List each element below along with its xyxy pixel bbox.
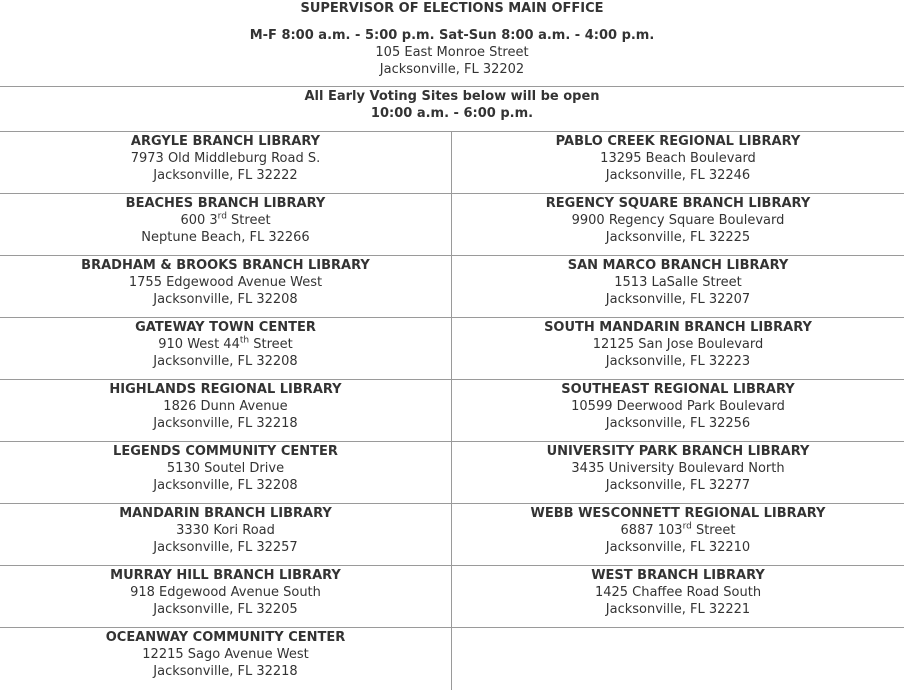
site-street: 3435 University Boulevard North [571,461,785,476]
street-number: 600 3 [180,213,218,228]
site-city: Jacksonville, FL 32257 [153,540,298,555]
voting-site [0,256,452,318]
site-street: 13295 Beach Boulevard [600,151,756,166]
site-name: UNIVERSITY PARK BRANCH LIBRARY [546,444,810,459]
street-type: Street [226,213,271,228]
site-city: Jacksonville, FL 32225 [605,230,751,245]
site-name: ARGYLE BRANCH LIBRARY [130,134,321,149]
voting-sites-grid [0,132,904,690]
site-city: Jacksonville, FL 32222 [153,168,298,183]
site-city: Jacksonville, FL 32208 [153,478,298,493]
main-office-street: 105 East Monroe Street [375,45,529,60]
voting-site [452,504,904,566]
main-office-title: SUPERVISOR OF ELECTIONS MAIN OFFICE [300,1,604,16]
site-name: HIGHLANDS REGIONAL LIBRARY [109,382,342,397]
voting-site [452,380,904,442]
site-city: Jacksonville, FL 32277 [605,478,751,493]
site-name: WEBB WESCONNETT REGIONAL LIBRARY [530,506,826,521]
main-office-hours: M-F 8:00 a.m. - 5:00 p.m. Sat-Sun 8:00 a.m. - 4:00 p.m. [249,28,655,43]
voting-site [452,442,904,504]
ordinal-suffix: th [239,335,250,346]
site-name: OCEANWAY COMMUNITY CENTER [105,630,346,645]
early-voting-hours: 10:00 a.m. - 6:00 p.m. [370,106,534,121]
site-name: BRADHAM & BROOKS BRANCH LIBRARY [81,258,370,273]
site-name: SAN MARCO BRANCH LIBRARY [567,258,789,273]
street-type: Street [691,523,736,538]
voting-site [0,566,452,628]
site-city: Jacksonville, FL 32221 [605,602,751,617]
voting-site [452,256,904,318]
site-name: MANDARIN BRANCH LIBRARY [119,506,332,521]
empty-cell [452,628,904,690]
site-street: 7973 Old Middleburg Road S. [130,151,321,166]
site-city: Jacksonville, FL 32218 [153,664,298,679]
site-street: 1513 LaSalle Street [614,275,742,290]
site-name: PABLO CREEK REGIONAL LIBRARY [555,134,801,149]
site-city: Neptune Beach, FL 32266 [141,230,310,245]
voting-site [452,318,904,380]
site-street: 10599 Deerwood Park Boulevard [571,399,785,414]
site-street: 12215 Sago Avenue West [142,647,309,662]
site-city: Jacksonville, FL 32210 [605,540,751,555]
site-name: LEGENDS COMMUNITY CENTER [113,444,338,459]
site-city: Jacksonville, FL 32218 [153,416,298,431]
site-city: Jacksonville, FL 32207 [605,292,751,307]
site-street: 9900 Regency Square Boulevard [571,213,785,228]
site-city: Jacksonville, FL 32223 [605,354,751,369]
site-street: 918 Edgewood Avenue South [130,585,321,600]
voting-site [0,442,452,504]
ordinal-suffix: rd [217,211,227,222]
site-city: Jacksonville, FL 32256 [605,416,751,431]
voting-site [452,194,904,256]
main-office-section [0,0,904,87]
street-type: Street [249,337,293,352]
site-name: WEST BRANCH LIBRARY [591,568,765,583]
voting-site [0,380,452,442]
site-street: 3330 Kori Road [176,523,275,538]
street-number: 910 West 44 [158,337,240,352]
site-street: 1826 Dunn Avenue [163,399,288,414]
site-street: 5130 Soutel Drive [166,461,285,476]
ordinal-suffix: rd [682,521,692,532]
voting-site [0,318,452,380]
site-name: BEACHES BRANCH LIBRARY [125,196,326,211]
early-voting-note: All Early Voting Sites below will be open [304,89,600,104]
voting-site [0,628,452,690]
site-city: Jacksonville, FL 32208 [153,354,298,369]
voting-site [0,194,452,256]
site-city: Jacksonville, FL 32205 [153,602,298,617]
voting-site [452,132,904,194]
main-office-city: Jacksonville, FL 32202 [379,62,525,77]
early-voting-hours-section [0,87,904,132]
site-street [0,212,451,229]
site-street: 1425 Chaffee Road South [594,585,762,600]
voting-site [0,132,452,194]
site-street [0,336,451,353]
site-name: SOUTH MANDARIN BRANCH LIBRARY [544,320,812,335]
site-city: Jacksonville, FL 32246 [605,168,751,183]
site-name: GATEWAY TOWN CENTER [135,320,316,335]
voting-site [452,566,904,628]
site-name: SOUTHEAST REGIONAL LIBRARY [561,382,795,397]
site-name: MURRAY HILL BRANCH LIBRARY [110,568,341,583]
voting-site [0,504,452,566]
site-name: REGENCY SQUARE BRANCH LIBRARY [545,196,811,211]
site-city: Jacksonville, FL 32208 [153,292,298,307]
site-street [452,522,904,539]
site-street: 1755 Edgewood Avenue West [128,275,323,290]
site-street: 12125 San Jose Boulevard [592,337,764,352]
street-number: 6887 103 [620,523,683,538]
